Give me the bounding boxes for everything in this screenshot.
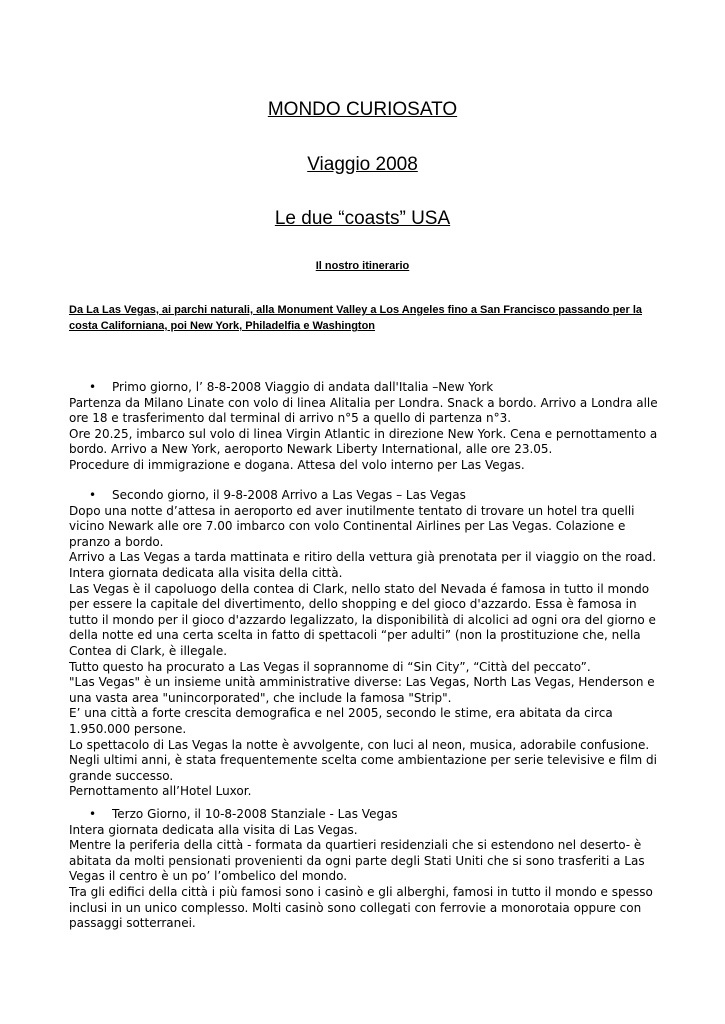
trip-name-heading: Le due “coasts” USA <box>274 208 451 229</box>
day-paragraph: "Las Vegas" è un insieme unità amministrative diverse: Las Vegas, North Las Vegas, Henderson e una vasta area "unincorporated", che include la famosa "Strip". <box>69 675 655 705</box>
day-paragraph: Partenza da Milano Linate con volo di linea Alitalia per Londra. Snack a bordo. Arrivo a Londra alle ore 18 e trasferimento dal terminal di arrivo n°5 a quello di partenza n°3. <box>69 395 658 426</box>
day-title <box>69 807 659 823</box>
day-paragraph: Negli ultimi anni, è stata frequentemente scelta come ambientazione per serie televisive e film di grande successo. <box>69 753 657 783</box>
bullet-icon: • <box>89 380 97 394</box>
day-section-3 <box>69 807 659 932</box>
day-paragraph: Intera giornata dedicata alla visita di Las Vegas. <box>69 822 358 837</box>
itinerary-intro: Da La Las Vegas, ai parchi naturali, alla Monument Valley a Los Angeles fino a San Francisco passando per la costa Californiana, poi New York, Philadelfia e Washington <box>69 304 643 332</box>
day-title-text: Primo giorno, l’ 8-8-2008 Viaggio di andata dall'Italia –New York <box>112 380 494 394</box>
day-title-text: Terzo Giorno, il 10-8-2008 Stanziale - Las Vegas <box>112 807 398 821</box>
day-paragraph: Lo spettacolo di Las Vegas la notte è avvolgente, con luci al neon, musica, adorabile confusione. <box>69 737 650 752</box>
day-paragraph: Mentre la periferia della città - formata da quartieri residenziali che si estendono nel deserto- è abitata da molti pensionati provenienti da ogni parte degli Stati Uniti che si sono trasferiti a Las Vegas il centro è un po’ l’ombelico del mondo. <box>69 838 645 884</box>
day-paragraph: Intera giornata dedicata alla visita della città. <box>69 565 343 580</box>
day-paragraph: Procedure di immigrazione e dogana. Attesa del volo interno per Las Vegas. <box>69 457 525 472</box>
day-paragraph: Pernottamento all’Hotel Luxor. <box>69 784 252 799</box>
itinerary-heading: Il nostro itinerario <box>315 260 410 272</box>
trip-year-heading: Viaggio 2008 <box>307 154 418 175</box>
day-section-2 <box>69 488 659 800</box>
day-section-1 <box>69 380 659 474</box>
day-title-text: Secondo giorno, il 9-8-2008 Arrivo a Las Vegas – Las Vegas <box>112 488 466 502</box>
day-paragraph: Ore 20.25, imbarco sul volo di linea Virgin Atlantic in direzione New York. Cena e pernottamento a bordo. Arrivo a New York, aeroporto Newark Liberty International, alle ore 23.05. <box>69 426 658 457</box>
day-paragraph: Arrivo a Las Vegas a tarda mattinata e ritiro della vettura già prenotata per il viaggio on the road. <box>69 550 657 565</box>
bullet-icon: • <box>89 807 97 821</box>
day-paragraph: Tutto questo ha procurato a Las Vegas il soprannome di “Sin City”, “Città del peccato”. <box>69 659 591 674</box>
document-title: MONDO CURIOSATO <box>267 99 458 120</box>
day-title <box>69 380 659 396</box>
day-paragraph: Tra gli edifici della città i più famosi sono i casinò e gli alberghi, famosi in tutto il mondo e spesso inclusi in un unico complesso. Molti casinò sono collegati con ferrovie a monorotaia oppure con passaggi sotterranei. <box>69 884 653 931</box>
day-paragraph: Dopo una notte d’attesa in aeroporto ed aver inutilmente tentato di trovare un hotel tra quelli vicino Newark alle ore 7.00 imbarco con volo Continental Airlines per Las Vegas. Colazione e pranzo a bordo. <box>69 503 635 549</box>
bullet-icon: • <box>89 488 97 502</box>
day-paragraph: Las Vegas è il capoluogo della contea di Clark, nello stato del Nevada é famosa in tutto il mondo per essere la capitale del divertimento, dello shopping e del gioco d'azzardo. Essa è famosa in tutto il mondo per il gioco d'azzardo legalizzato, la disponibilità di alcolici ad ogni ora del giorno e della notte ed una certa scelta in fatto di spettacoli “per adulti” (non la prostituzione che, nella Contea di Clark, è illegale. <box>69 581 656 658</box>
day-title <box>69 488 659 504</box>
day-paragraph: E’ una città a forte crescita demografica e nel 2005, secondo le stime, era abitata da circa 1.950.000 persone. <box>69 706 613 736</box>
